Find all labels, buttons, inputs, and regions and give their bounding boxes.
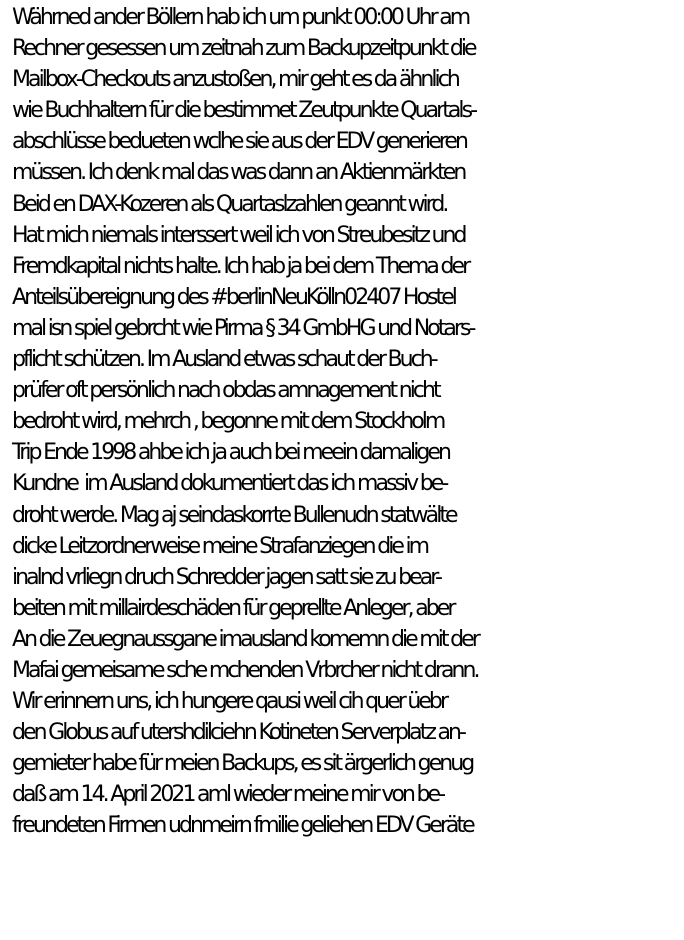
text-line: daß am 14. April 2021 aml wieder meine mir von be- (12, 782, 444, 808)
text-line: An die Zeuegnaussgane imausland komemn die mit der (12, 626, 478, 652)
text-line: gemieter habe für meien Backups, es sit ärgerlich genug (12, 751, 473, 777)
text-line: freundeten Firmen udnmeirn fmilie geliehen EDV Geräte (12, 813, 473, 839)
body-text (12, 2, 682, 842)
text-line: beiten mit millairdeschäden für geprellte Anleger, aber (12, 595, 454, 621)
text-line: Hat mich niemals interssert weil ich von Streubesitz und (12, 222, 465, 248)
text-line: pflicht schützen. Im Ausland etwas schaut der Buch- (12, 347, 436, 373)
text-line: droht werde. Mag aj seindaskorrte Bullenudn statwälte (12, 502, 456, 528)
text-line: Beid en DAX-Kozeren als Quartaslzahlen geannt wird. (12, 191, 447, 217)
text-line: Mailbox-Checkouts anzustoßen, mir geht es da ähnlich (12, 67, 458, 93)
text-line: Rechner gesessen um zeitnah zum Backupzeitpunkt die (12, 36, 475, 62)
text-line: Währned ander Böllern hab ich um punkt 00:00 Uhr am (12, 5, 469, 30)
text-line: Mafai gemeisame sche mchenden Vrbrcher nicht drann. (12, 657, 478, 683)
text-line: müssen. Ich denk mal das was dann an Aktienmärkten (12, 160, 465, 186)
text-line: Wir erinnern uns, ich hungere qausi weil cih quer üebr (12, 689, 447, 715)
text-line: inalnd vrliegn druch Schredder jagen satt sie zu bear- (12, 564, 440, 590)
text-line: dicke Leitzordnerweise meine Strafanziegen die im (12, 533, 428, 559)
text-line: Trip Ende 1998 ahbe ich ja auch bei meein damaligen (12, 440, 449, 466)
text-line: den Globus auf utershdilciehn Kotineten Serverplatz an- (12, 720, 465, 746)
text-line: abschlüsse bedueten wclhe sie aus der EDV generieren (12, 129, 466, 155)
text-line: prüfer oft persönlich nach obdas amnagement nicht (12, 378, 439, 404)
text-line: Fremdkapital nichts halte. Ich hab ja bei dem Thema der (12, 253, 469, 279)
text-line: bedroht wird, mehrch , begonne mit dem Stockholm (12, 409, 444, 435)
text-line: wie Buchhaltern für die bestimmet Zeutpunkte Quartals- (12, 98, 476, 124)
text-line: Anteilsübereignung des #berlinNeuKölln02407 Hostel (12, 284, 455, 310)
text-line: Kundne im Ausland dokumentiert das ich massiv be- (12, 471, 447, 497)
text-line: mal isn spiel gebrcht wie Pirma § 34 GmbHG und Notars- (12, 315, 474, 341)
